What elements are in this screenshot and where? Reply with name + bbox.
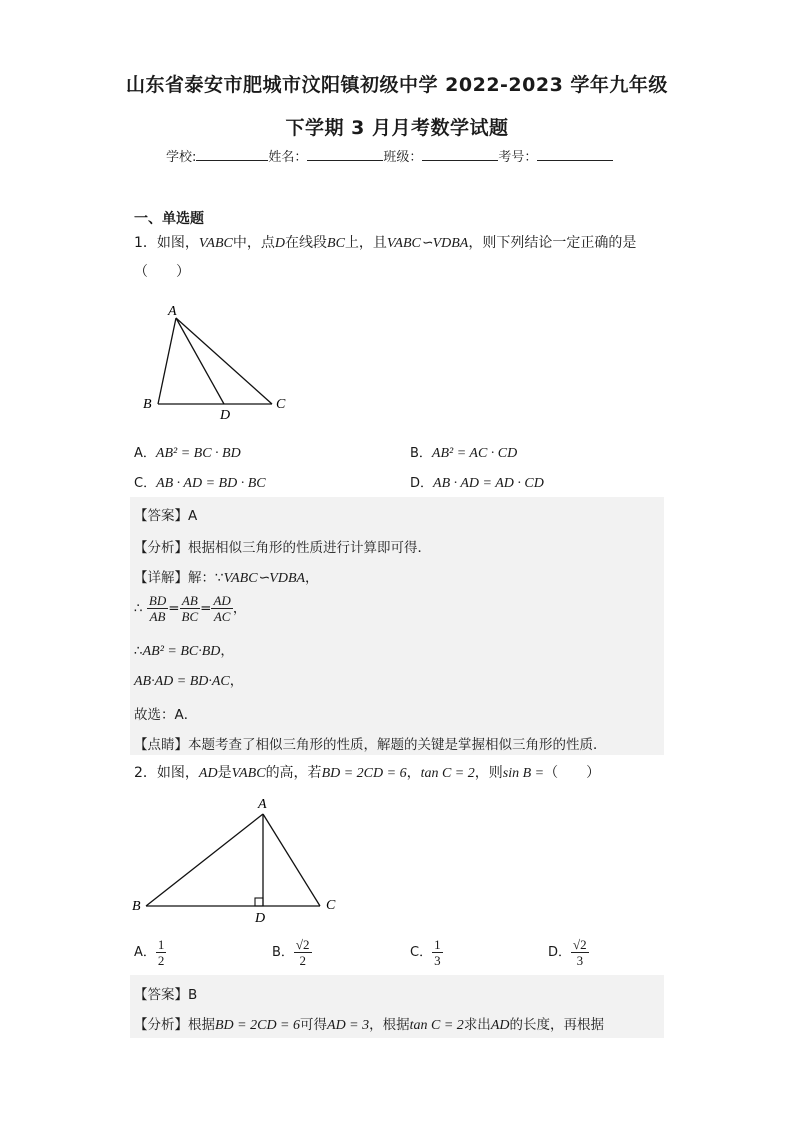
q2-triangle-figure	[128, 792, 348, 927]
exam-no-blank[interactable]	[537, 148, 613, 161]
q2-option-d[interactable]: D． $\frac{√2}{3}$	[548, 937, 587, 968]
q2-option-a[interactable]: A． $\frac{1}{2}$	[134, 937, 165, 968]
q1-text: 在线段	[285, 235, 328, 251]
student-info-line	[166, 146, 613, 165]
q1-math-point: D	[274, 236, 286, 251]
q1-comment: 【点睛】本题考查了相似三角形的性质，解题的关键是掌握相似三角形的性质．	[134, 737, 607, 753]
q1-option-a[interactable]: A．AB² = BC · BD	[134, 446, 241, 461]
q1-math-segment: BC	[327, 236, 345, 251]
q2-label-a: A	[258, 797, 267, 812]
q1-label-d: D	[220, 408, 231, 423]
q2-label-b: B	[132, 899, 141, 914]
q1-label-b: B	[143, 397, 152, 412]
q1-triangle-figure	[138, 300, 298, 425]
name-label: 姓名：	[268, 150, 308, 165]
q1-label-c: C	[276, 397, 286, 412]
q1-answer: 【答案】A	[134, 508, 198, 524]
q1-math-similar: VABC∽VDBA	[386, 236, 469, 251]
q1-paren: （ ）	[134, 264, 190, 280]
q1-frac-1: $\frac{BD}{AB}$	[148, 593, 167, 624]
school-label: 学校:	[166, 150, 197, 165]
q1-fraction-equation: ∴ $\frac{BD}{AB}$ = $\frac{AB}{BC}$ = $\frac{AD}{AC}$ ，	[134, 593, 247, 624]
q1-segment-ac	[176, 318, 272, 404]
q1-option-b[interactable]: B．AB² = AC · CD	[410, 446, 518, 461]
q2-segment-ab	[146, 814, 263, 906]
q2-option-c[interactable]: C． $\frac{1}{3}$	[410, 937, 441, 968]
school-blank[interactable]	[196, 148, 268, 161]
q1-text: 中，点	[232, 235, 275, 251]
q1-math-triangle: VABC	[198, 236, 233, 251]
q1-frac-3: $\frac{AD}{AC}$	[213, 593, 231, 624]
q1-choose: 故选：A．	[134, 707, 198, 723]
q1-step2: ∴AB² = BC·BD，	[134, 643, 234, 659]
class-blank[interactable]	[422, 148, 498, 161]
q1-detail: 【详解】解：∵VABC∽VDBA，	[134, 570, 319, 586]
q2-label-c: C	[326, 898, 336, 913]
page-title-line2: 下学期 3 月月考数学试题	[285, 117, 509, 139]
page-title-line1: 山东省泰安市肥城市汶阳镇初级中学 2022-2023 学年九年级	[126, 74, 668, 96]
q2-segment-ac	[263, 814, 320, 906]
q1-label-a: A	[168, 304, 177, 319]
q1-text: ，则下列结论一定正确的是	[468, 235, 637, 251]
q2-stem: 2．如图，AD是VABC的高，若BD = 2CD = 6，tan C = 2，则sin B =（ ）	[134, 765, 601, 781]
q2-option-b[interactable]: B． $\frac{√2}{2}$	[272, 937, 310, 968]
exam-no-label: 考号：	[498, 150, 538, 165]
q2-label-d: D	[255, 911, 266, 926]
name-blank[interactable]	[307, 148, 383, 161]
q1-number: 1．如图，	[134, 235, 199, 251]
q2-answer: 【答案】B	[134, 987, 198, 1003]
q1-option-c[interactable]: C．AB · AD = BD · BC	[134, 476, 266, 491]
q1-stem	[134, 233, 636, 254]
q1-analysis: 【分析】根据相似三角形的性质进行计算即可得．	[134, 540, 431, 556]
q1-segment-ab	[158, 318, 176, 404]
q1-segment-ad	[176, 318, 224, 404]
q1-step3: AB·AD = BD·AC，	[134, 673, 244, 689]
q2-analysis: 【分析】根据BD = 2CD = 6可得AD = 3，根据tan C = 2求出AD的长度，再根据	[134, 1017, 604, 1033]
q1-option-d[interactable]: D．AB · AD = AD · CD	[410, 476, 544, 491]
q1-frac-2: $\frac{AB}{BC}$	[181, 593, 199, 624]
class-label: 班级：	[383, 150, 423, 165]
right-angle-icon	[255, 898, 263, 906]
section-heading: 一、单选题	[134, 211, 204, 227]
q1-text: 上，且	[344, 235, 387, 251]
